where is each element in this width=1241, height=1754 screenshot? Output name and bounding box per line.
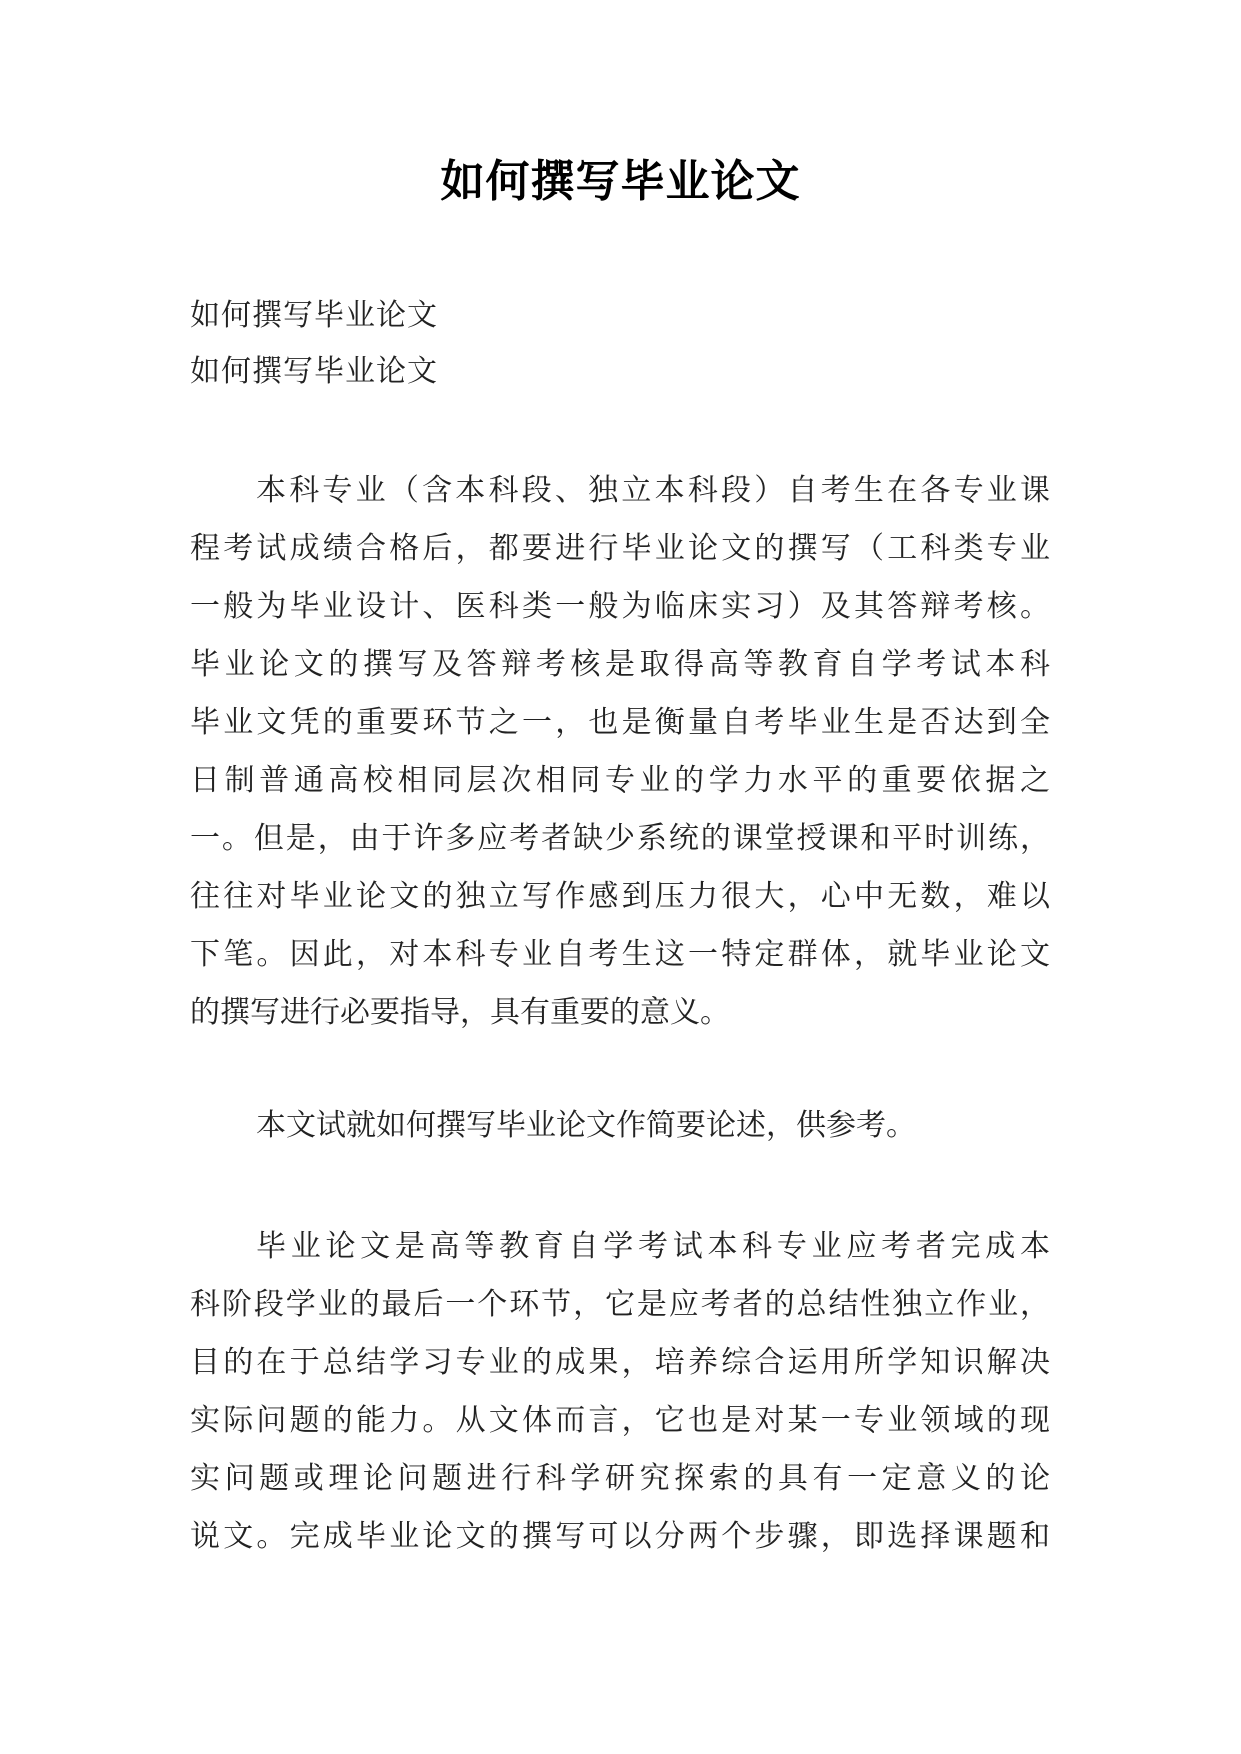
paragraph-purpose <box>190 1097 1050 1155</box>
paragraph-line: 实际问题的能力。从文体而言，它也是对某一专业领域的现 <box>190 1403 1050 1438</box>
paragraph-line: 毕业论文是高等教育自学考试本科专业应考者完成本 <box>256 1229 1050 1264</box>
paragraph-line: 日制普通高校相同层次相同专业的学力水平的重要依据之 <box>190 763 1050 798</box>
paragraph-line: 实问题或理论问题进行科学研究探索的具有一定意义的论 <box>190 1461 1050 1496</box>
paragraph-line: 往往对毕业论文的独立写作感到压力很大，心中无数，难以 <box>190 879 1050 914</box>
paragraph-line: 科阶段学业的最后一个环节，它是应考者的总结性独立作业， <box>190 1287 1050 1322</box>
paragraph-line: 程考试成绩合格后，都要进行毕业论文的撰写（工科类专业 <box>190 531 1050 566</box>
paragraph-line: 一般为毕业设计、医科类一般为临床实习）及其答辩考核。 <box>190 589 1050 624</box>
paragraph-line: 目的在于总结学习专业的成果，培养综合运用所学知识解决 <box>190 1345 1050 1380</box>
subtitle-line-1: 如何撰写毕业论文 <box>190 298 438 333</box>
document-title: 如何撰写毕业论文 <box>440 156 801 207</box>
paragraph-definition <box>190 1218 1050 1566</box>
paragraph-line: 下笔。因此，对本科专业自考生这一特定群体，就毕业论文 <box>190 937 1050 972</box>
paragraph-line: 一。但是，由于许多应考者缺少系统的课堂授课和平时训练， <box>190 821 1050 856</box>
paragraph-intro <box>190 462 1050 1042</box>
paragraph-line: 毕业论文的撰写及答辩考核是取得高等教育自学考试本科 <box>190 647 1050 682</box>
paragraph-line: 本文试就如何撰写毕业论文作简要论述，供参考。 <box>256 1108 916 1143</box>
paragraph-line: 的撰写进行必要指导，具有重要的意义。 <box>190 995 730 1030</box>
paragraph-line: 说文。完成毕业论文的撰写可以分两个步骤，即选择课题和 <box>190 1519 1050 1554</box>
paragraph-line: 毕业文凭的重要环节之一，也是衡量自考毕业生是否达到全 <box>190 705 1050 740</box>
subtitle-line-2: 如何撰写毕业论文 <box>190 354 438 389</box>
paragraph-line: 本科专业（含本科段、独立本科段）自考生在各专业课 <box>256 473 1050 508</box>
